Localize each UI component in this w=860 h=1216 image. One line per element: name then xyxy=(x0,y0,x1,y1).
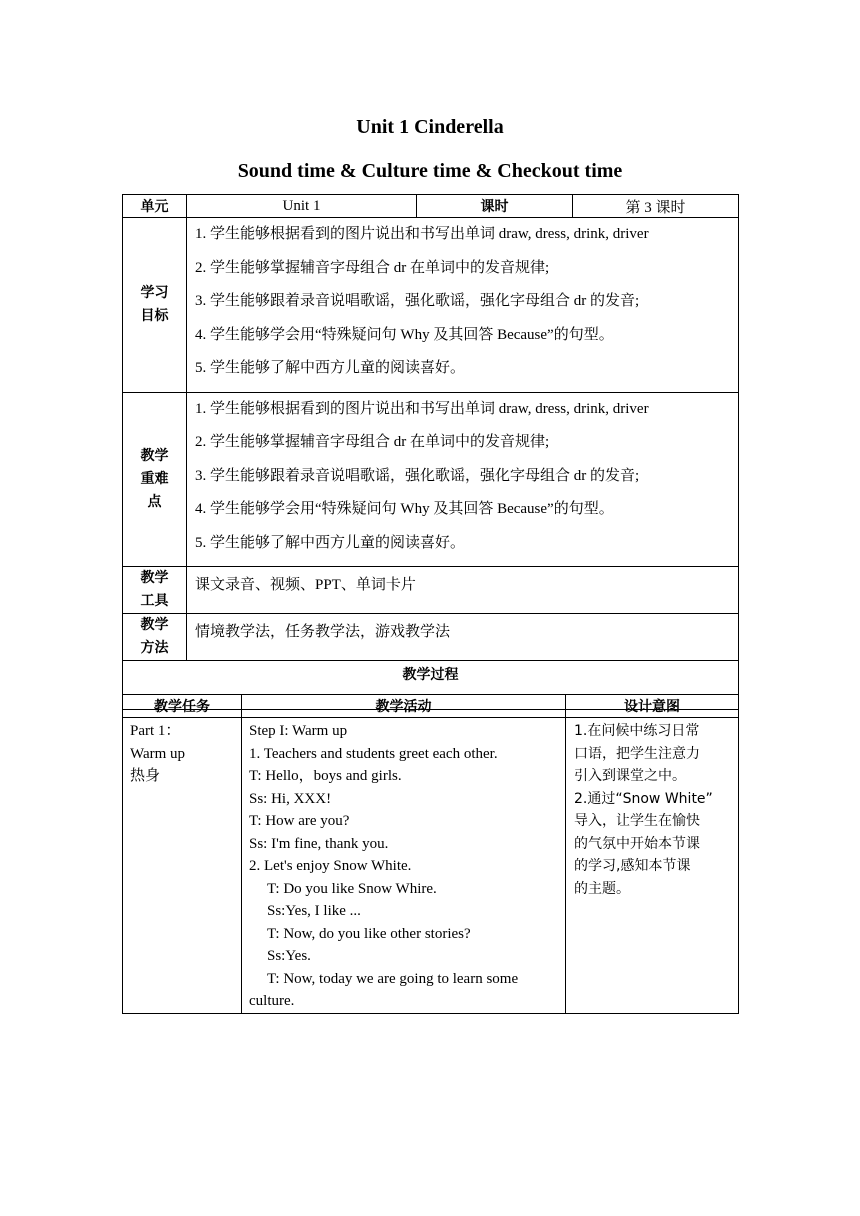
task-line: Part 1： xyxy=(130,723,181,739)
key-points-label: 教学 重难 点 xyxy=(123,392,187,567)
activity-line: Step I: Warm up xyxy=(249,723,348,739)
activity-line: Ss: I'm fine, thank you. xyxy=(249,835,389,852)
activity-line: Ss:Yes, I like ... xyxy=(267,903,361,919)
key-point-item: 2. 学生能够掌握辅音字母组合 dr 在单词中的发音规律; xyxy=(195,434,550,450)
intent-lines xyxy=(566,718,738,900)
task-line: Warm up xyxy=(130,745,186,762)
intent-cell xyxy=(566,718,739,1014)
key-points-content xyxy=(187,392,739,567)
lesson-value: 第 3 课时 xyxy=(573,195,739,218)
intent-line: 1.在问候中练习日常 xyxy=(574,723,700,739)
process-title: 教学过程 xyxy=(123,661,739,710)
activity-line: 2. Let's enjoy Snow White. xyxy=(249,858,412,874)
col-activity-header: 教学活动 xyxy=(242,695,566,718)
key-point-item: 4. 学生能够学会用“特殊疑问句 Why 及其回答 Because”的句型。 xyxy=(195,501,614,517)
activity-line: Ss:Yes. xyxy=(267,948,311,964)
intent-line: 口语，把学生注意力 xyxy=(574,745,700,762)
intent-line: 的主题。 xyxy=(574,880,630,897)
methods-label: 教学 方法 xyxy=(123,614,187,661)
intent-line: 引入到课堂之中。 xyxy=(574,768,686,784)
lesson-label: 课时 xyxy=(417,195,573,218)
goal-item: 2. 学生能够掌握辅音字母组合 dr 在单词中的发音规律; xyxy=(195,259,550,276)
key-point-item: 3. 学生能够跟着录音说唱歌谣，强化歌谣，强化字母组合 dr 的发音; xyxy=(195,467,640,484)
col-intent-header: 设计意图 xyxy=(566,695,739,718)
goal-item: 3. 学生能够跟着录音说唱歌谣，强化歌谣，强化字母组合 dr 的发音; xyxy=(195,293,640,309)
goal-item: 4. 学生能够学会用“特殊疑问句 Why 及其回答 Because”的句型。 xyxy=(195,326,614,343)
goal-item: 1. 学生能够根据看到的图片说出和书写出单词 draw, dress, drink, driver xyxy=(195,226,649,242)
process-body-row xyxy=(123,718,739,1014)
document-subtitle: Sound time & Culture time & Checkout time xyxy=(237,160,623,182)
activity-cell xyxy=(242,718,566,1014)
activity-line: Ss: Hi, XXX! xyxy=(249,790,332,807)
tools-row xyxy=(123,567,739,614)
key-points-list xyxy=(187,393,738,567)
task-line: 热身 xyxy=(130,768,161,784)
activity-line: T: How are you? xyxy=(249,813,350,829)
goals-row xyxy=(123,218,739,393)
goal-item: 5. 学生能够了解中西方儿童的阅读喜好。 xyxy=(195,360,466,376)
col-task-header: 教学任务 xyxy=(123,695,242,718)
methods-value: 情境教学法，任务教学法，游戏教学法 xyxy=(195,624,451,640)
activity-lines xyxy=(242,718,565,1013)
lesson-info-table xyxy=(122,194,739,710)
task-lines xyxy=(123,718,241,788)
unit-row xyxy=(123,195,739,218)
task-cell xyxy=(123,718,242,1014)
tools-value: 课文录音、视频、PPT、单词卡片 xyxy=(195,577,416,593)
unit-label: 单元 xyxy=(123,195,187,218)
unit-value: Unit 1 xyxy=(187,195,417,218)
process-header-row xyxy=(123,695,739,718)
intent-line: 的学习,感知本节课 xyxy=(574,858,691,874)
goals-list xyxy=(187,218,738,392)
activity-line: 1. Teachers and students greet each other. xyxy=(249,745,498,762)
tools-label: 教学 工具 xyxy=(123,567,187,614)
goals-content xyxy=(187,218,739,393)
intent-line: 2.通过“Snow White” xyxy=(574,790,713,807)
document-title: Unit 1 Cinderella xyxy=(356,116,504,138)
intent-line: 导入，让学生在愉快 xyxy=(574,813,700,829)
activity-line: T: Now, do you like other stories? xyxy=(267,925,471,942)
key-points-row xyxy=(123,392,739,567)
tools-content xyxy=(187,567,739,614)
goals-label: 学习 目标 xyxy=(123,218,187,393)
activity-line: T: Do you like Snow Whire. xyxy=(267,880,437,897)
key-point-item: 1. 学生能够根据看到的图片说出和书写出单词 draw, dress, drink, driver xyxy=(195,400,649,417)
methods-content xyxy=(187,614,739,661)
key-point-item: 5. 学生能够了解中西方儿童的阅读喜好。 xyxy=(195,534,466,551)
methods-row xyxy=(123,614,739,661)
process-table xyxy=(122,694,739,1014)
activity-line: T: Now, today we are going to learn some xyxy=(267,970,519,987)
intent-line: 的气氛中开始本节课 xyxy=(574,835,700,852)
activity-line: T: Hello，boys and girls. xyxy=(249,768,402,784)
activity-line: culture. xyxy=(249,993,295,1009)
